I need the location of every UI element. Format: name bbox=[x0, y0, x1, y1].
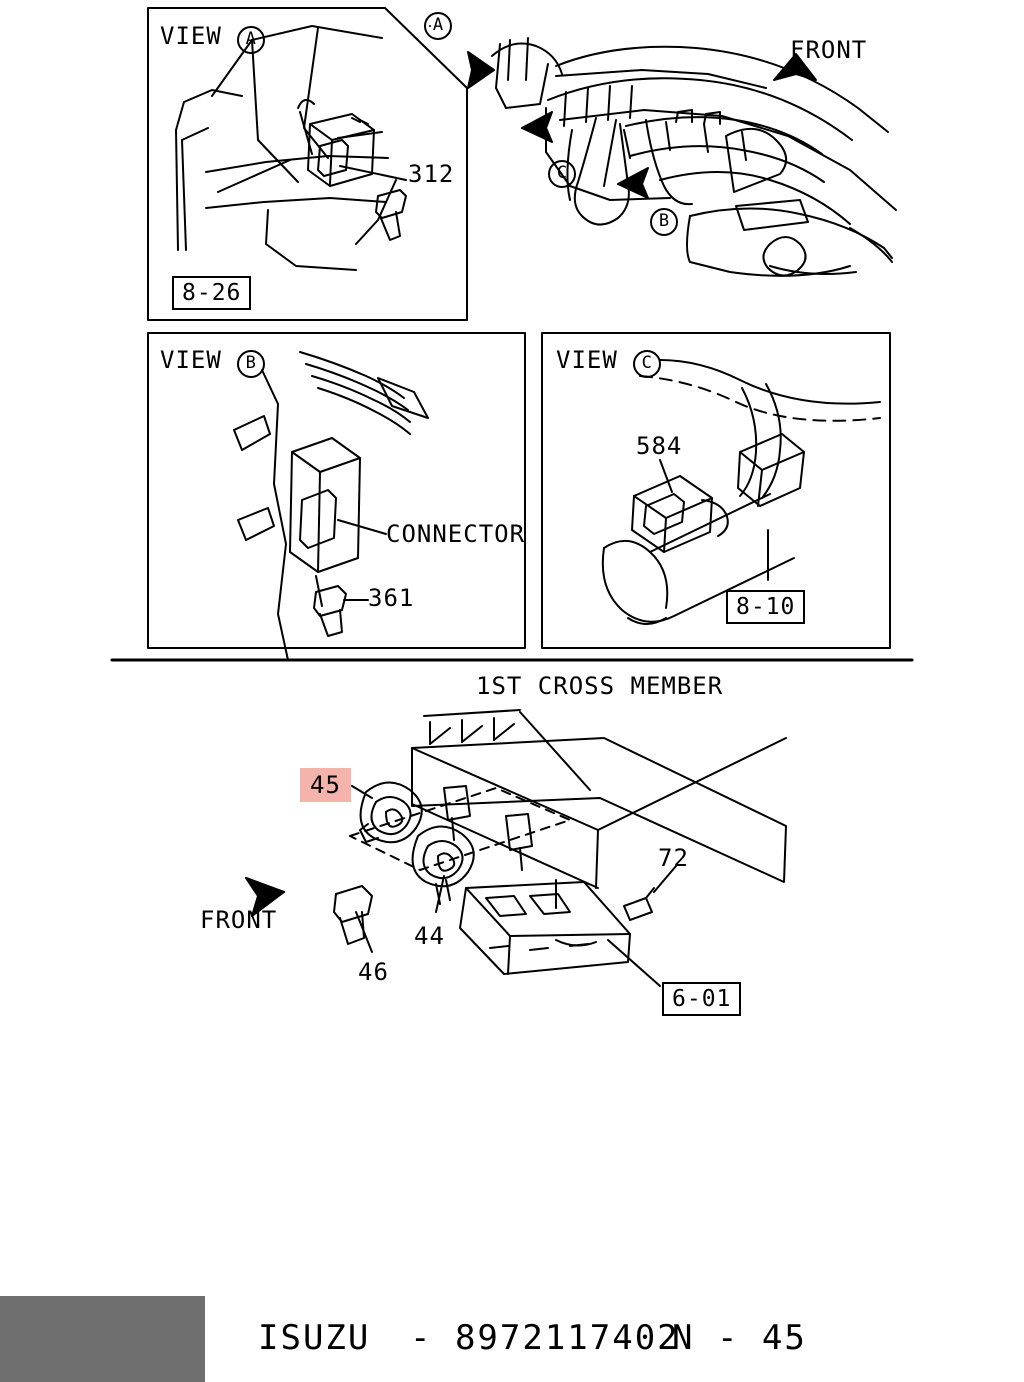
overview-marker-a: A bbox=[424, 12, 452, 40]
callout-312: 312 bbox=[408, 160, 455, 188]
view-a-title: VIEW A bbox=[160, 22, 265, 54]
callout-72: 72 bbox=[658, 844, 689, 872]
view-c-frame bbox=[542, 333, 890, 648]
main-front-label: FRONT bbox=[200, 906, 278, 934]
view-a-marker: A bbox=[237, 26, 265, 54]
ref-box-8-10: 8-10 bbox=[726, 590, 805, 624]
view-c-marker: C bbox=[633, 350, 661, 378]
view-b-title: VIEW B bbox=[160, 346, 265, 378]
callout-361: 361 bbox=[368, 584, 415, 612]
callout-46: 46 bbox=[358, 958, 389, 986]
overview-front-label: FRONT bbox=[790, 36, 868, 64]
view-c-title: VIEW C bbox=[556, 346, 661, 378]
callout-584: 584 bbox=[636, 432, 683, 460]
overview-marker-b: B bbox=[650, 208, 678, 236]
view-b-frame bbox=[148, 333, 525, 648]
view-b-marker: B bbox=[237, 350, 265, 378]
ref-box-8-26: 8-26 bbox=[172, 276, 251, 310]
page-code: N - 45 bbox=[672, 1318, 807, 1358]
brand-label: ISUZU bbox=[258, 1318, 371, 1358]
main-title: 1ST CROSS MEMBER bbox=[476, 672, 724, 700]
overview-marker-c: C bbox=[548, 160, 576, 188]
ref-box-6-01: 6-01 bbox=[662, 982, 741, 1016]
part-number: - 8972117402 bbox=[410, 1318, 680, 1358]
callout-44: 44 bbox=[414, 922, 445, 950]
callout-connector: CONNECTOR bbox=[386, 520, 526, 548]
callout-45-highlighted: 45 bbox=[300, 768, 351, 802]
